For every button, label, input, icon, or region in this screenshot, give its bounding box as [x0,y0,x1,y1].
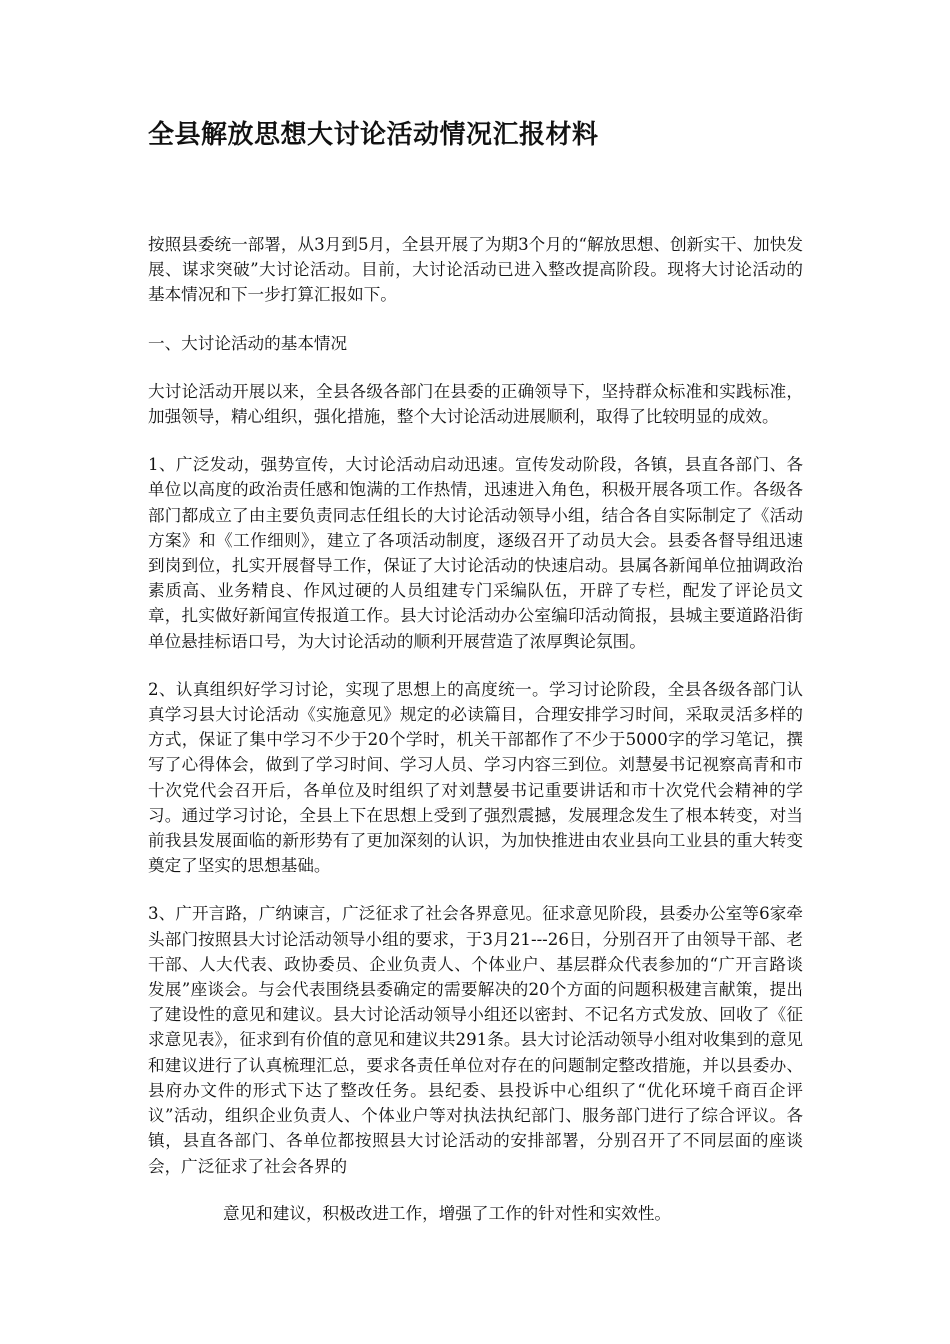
intro-paragraph: 按照县委统一部署，从3月到5月，全县开展了为期3个月的“解放思想、创新实干、加快发展、谋求突破”大讨论活动。目前，大讨论活动已进入整改提高阶段。现将大讨论活动的基本情况和下一步打算汇报如下。 [148,235,803,305]
continuation-line: 意见和建议，积极改进工作，增强了工作的针对性和实效性。 [223,1204,672,1223]
section-heading: 一、大讨论活动的基本情况 [148,333,348,353]
document-body [148,232,803,1179]
summary-paragraph: 大讨论活动开展以来，全县各级各部门在县委的正确领导下，坚持群众标准和实践标准，加强领导，精心组织，强化措施，整个大讨论活动进展顺利，取得了比较明显的成效。 [148,381,803,427]
point-1-paragraph: 1、广泛发动，强势宣传，大讨论活动启动迅速。宣传发动阶段，各镇，县直各部门、各单位以高度的政治责任感和饱满的工作热情，迅速进入角色，积极开展各项工作。各级各部门都成立了由主要负责同志任组长的大讨论活动领导小组，结合各自实际制定了《活动方案》和《工作细则》，建立了各项活动制度，逐级召开了动员大会。县委各督导组迅速到岗到位，扎实开展督导工作，保证了大讨论活动的快速启动。县属各新闻单位抽调政治素质高、业务精良、作风过硬的人员组建专门采编队伍，开辟了专栏，配发了评论员文章，扎实做好新闻宣传报道工作。县大讨论活动办公室编印活动简报，县城主要道路沿街单位悬挂标语口号，为大讨论活动的顺利开展营造了浓厚舆论氛围。 [148,455,803,651]
document-title: 全县解放思想大讨论活动情况汇报材料 [148,120,599,150]
point-2-paragraph: 2、认真组织好学习讨论，实现了思想上的高度统一。学习讨论阶段，全县各级各部门认真学习县大讨论活动《实施意见》规定的必读篇目，合理安排学习时间，采取灵活多样的方式，保证了集中学习不少于20个学时，机关干部都作了不少于5000字的学习笔记，撰写了心得体会，做到了学习时间、学习人员、学习内容三到位。刘慧晏书记视察高青和市十次党代会召开后，各单位及时组织了对刘慧晏书记重要讲话和市十次党代会精神的学习。通过学习讨论，全县上下在思想上受到了强烈震撼，发展理念发生了根本转变，对当前我县发展面临的新形势有了更加深刻的认识，为加快推进由农业县向工业县的重大转变奠定了坚实的思想基础。 [148,679,803,876]
point-3-paragraph: 3、广开言路，广纳谏言，广泛征求了社会各界意见。征求意见阶段，县委办公室等6家牵头部门按照县大讨论活动领导小组的要求，于3月21---26日，分别召开了由领导干部、老干部、人大代表、政协委员、企业负责人、个体业户、基层群众代表参加的“广开言路谈发展”座谈会。与会代表围绕县委确定的需要解决的20个方面的问题积极建言献策，提出了建设性的意见和建议。县大讨论活动领导小组还以密封、不记名方式发放、回收了《征求意见表》，征求到有价值的意见和建议共291条。县大讨论活动领导小组对收集到的意见和建议进行了认真梳理汇总，要求各责任单位对存在的问题制定整改措施，并以县委办、县府办文件的形式下达了整改任务。县纪委、县投诉中心组织了“优化环境千商百企评议”活动，组织企业负责人、个体业户等对执法执纪部门、服务部门进行了综合评议。各镇，县直各部门、各单位都按照县大讨论活动的安排部署，分别召开了不同层面的座谈会，广泛征求了社会各界的 [148,904,803,1176]
